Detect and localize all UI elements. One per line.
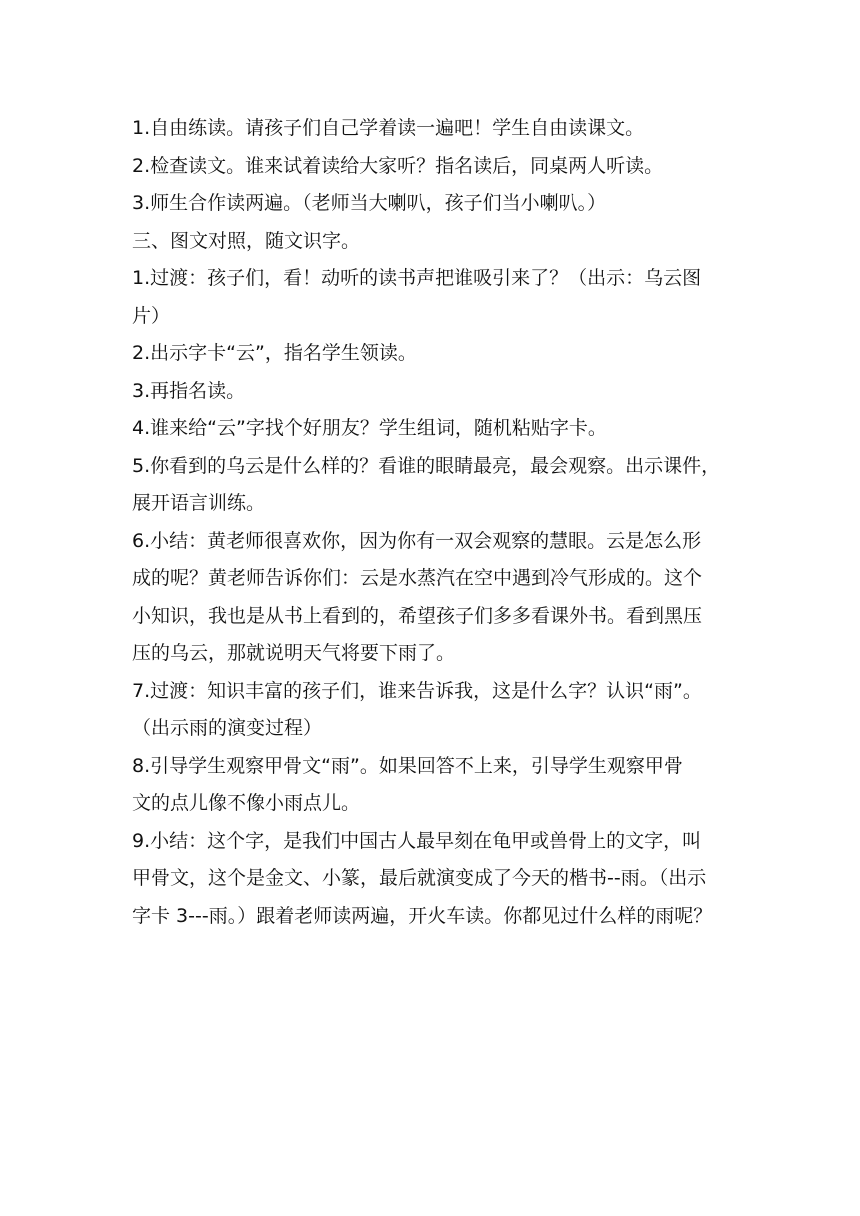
paragraph-line: 小知识，我也是从书上看到的，希望孩子们多多看课外书。看到黑压 bbox=[132, 604, 703, 627]
document-page bbox=[132, 110, 732, 935]
paragraph-line: 字卡 3---雨。）跟着老师读两遍，开火车读。你都见过什么样的雨呢？ bbox=[132, 904, 713, 927]
paragraph-line: 压的乌云，那就说明天气将要下雨了。 bbox=[132, 642, 456, 664]
paragraph-line: 3.师生合作读两遍。（老师当大喇叭，孩子们当小喇叭。） bbox=[132, 192, 607, 214]
heading-line: 三、图文对照，随文识字。 bbox=[132, 229, 361, 252]
paragraph-9 bbox=[132, 448, 732, 523]
paragraph-7 bbox=[132, 373, 732, 411]
paragraph-5 bbox=[132, 260, 732, 335]
paragraph-line: 7.过渡：知识丰富的孩子们，谁来告诉我，这是什么字？认识“雨”。 bbox=[132, 679, 702, 702]
paragraph-line: 文的点儿像不像小雨点儿。 bbox=[132, 792, 361, 814]
paragraph-line: （出示雨的演变过程） bbox=[132, 717, 323, 739]
paragraph-line: 成的呢？黄老师告诉你们：云是水蒸汽在空中遇到冷气形成的。这个 bbox=[132, 567, 703, 589]
paragraph-line: 2.检查读文。谁来试着读给大家听？指名读后，同桌两人听读。 bbox=[132, 154, 664, 177]
paragraph-line: 甲骨文，这个是金文、小篆，最后就演变成了今天的楷书--雨。（出示 bbox=[132, 867, 707, 889]
paragraph-8 bbox=[132, 410, 732, 448]
section-heading bbox=[132, 223, 732, 261]
paragraph-line: 1.过渡：孩子们，看！动听的读书声把谁吸引来了？（出示：乌云图 bbox=[132, 267, 702, 289]
paragraph-line: 5.你看到的乌云是什么样的？看谁的眼睛最亮，最会观察。出示课件， bbox=[132, 454, 721, 477]
paragraph-11 bbox=[132, 673, 732, 748]
paragraph-2 bbox=[132, 148, 732, 186]
paragraph-6 bbox=[132, 335, 732, 373]
paragraph-line: 3.再指名读。 bbox=[132, 379, 246, 402]
paragraph-10 bbox=[132, 523, 732, 673]
paragraph-1 bbox=[132, 110, 732, 148]
paragraph-line: 片） bbox=[132, 304, 171, 327]
paragraph-line: 4.谁来给“云”字找个好朋友？学生组词，随机粘贴字卡。 bbox=[132, 417, 607, 439]
paragraph-13 bbox=[132, 823, 732, 936]
paragraph-line: 展开语言训练。 bbox=[132, 492, 266, 514]
paragraph-line: 9.小结：这个字，是我们中国古人最早刻在龟甲或兽骨上的文字，叫 bbox=[132, 829, 702, 852]
paragraph-line: 1.自由练读。请孩子们自己学着读一遍吧！学生自由读课文。 bbox=[132, 117, 645, 139]
paragraph-3 bbox=[132, 185, 732, 223]
paragraph-line: 8.引导学生观察甲骨文“雨”。如果回答不上来，引导学生观察甲骨 bbox=[132, 754, 683, 777]
paragraph-12 bbox=[132, 748, 732, 823]
paragraph-line: 6.小结：黄老师很喜欢你，因为你有一双会观察的慧眼。云是怎么形 bbox=[132, 529, 702, 552]
paragraph-line: 2.出示字卡“云”，指名学生领读。 bbox=[132, 342, 417, 364]
